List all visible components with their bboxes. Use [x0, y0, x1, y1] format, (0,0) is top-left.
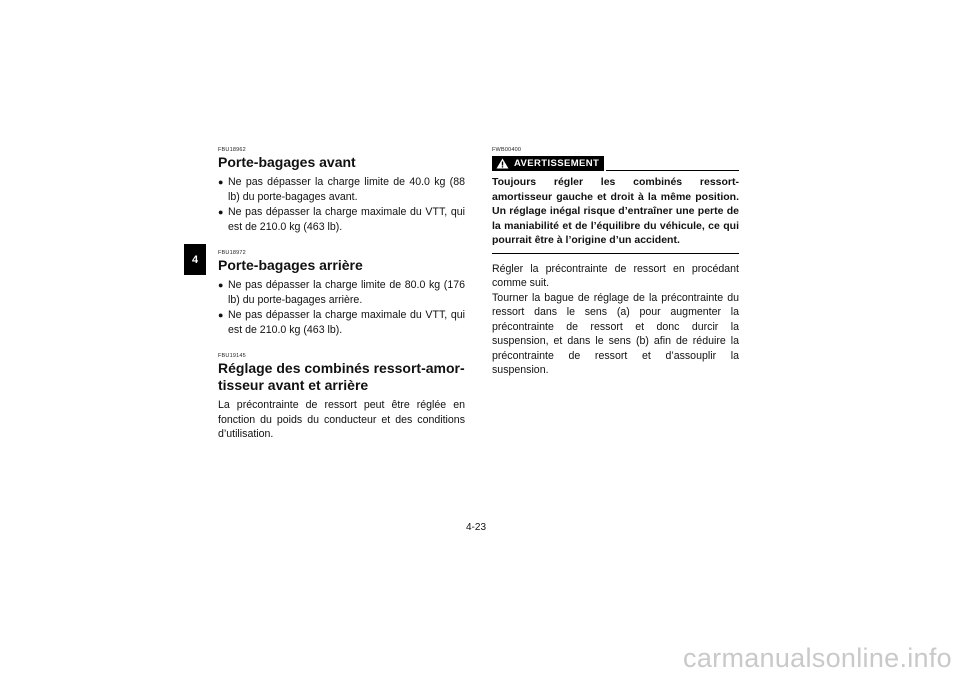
bullet-dot-icon: ●: [218, 207, 224, 217]
section-shock-adjust: [218, 353, 465, 442]
bullet-text: Ne pas dépasser la charge limite de 40.0 kg (88 lb) du porte-bagages avant.: [228, 176, 465, 203]
section-title-line-2: tisseur avant et arrière: [218, 377, 369, 393]
warning-label: AVERTISSEMENT: [514, 158, 600, 169]
section-paragraph: La précontrainte de ressort peut être réglée en fonction du poids du conducteur et des conditions d’utilisation.: [218, 399, 465, 440]
paragraph-intro: Régler la précontrainte de ressort en procédant comme suit.: [492, 262, 739, 289]
left-column: [218, 147, 465, 458]
chapter-tab: 4: [184, 244, 206, 275]
bullet-dot-icon: ●: [218, 280, 224, 290]
section-code: FBU18972: [218, 250, 246, 256]
warning-rule: [606, 170, 739, 171]
section-title: [218, 360, 465, 394]
section-title: Porte-bagages arrière: [218, 257, 363, 273]
bullet-text: Ne pas dépasser la charge maximale du VTT, qui est de 210.0 kg (463 lb).: [228, 206, 465, 233]
bullet-text: Ne pas dépasser la charge limite de 80.0 kg (176 lb) du porte-bagages arrière.: [228, 279, 465, 306]
bullet-dot-icon: ●: [218, 310, 224, 320]
warning-text: Toujours régler les combinés ressort-amortisseur gauche et droit à la même position. Un réglage inégal risque d’entraîner une perte de la maniabilité et de l’équilibre du véhicule, ce qui pourrait être à l’origine d’un accident.: [492, 176, 739, 246]
section-title-line-1: Réglage des combinés ressort-amor-: [218, 360, 465, 376]
warning-badge: [492, 156, 604, 171]
warning-end-rule: [492, 253, 739, 254]
paragraph-instructions: Tourner la bague de réglage de la précontrainte du ressort dans le sens (a) pour augmenter la précontrainte de ressort et donc durcir la suspension, et dans le sens (b) afin de réduire la précontrainte de ressort et d’assouplir la suspension.: [492, 291, 739, 376]
page-number: 4-23: [466, 522, 487, 533]
section-rear-rack: [218, 250, 465, 337]
section-front-rack: [218, 147, 465, 234]
bullet-text: Ne pas dépasser la charge maximale du VTT, qui est de 210.0 kg (463 lb).: [228, 309, 465, 336]
watermark: carmanualsonline.info: [683, 643, 952, 673]
bullet-item: [218, 308, 465, 337]
bullet-dot-icon: ●: [218, 177, 224, 187]
bullet-item: [218, 205, 465, 234]
warning-triangle-icon: [496, 158, 509, 169]
bullet-item: [218, 278, 465, 307]
bullet-item: [218, 175, 465, 204]
right-column: [492, 147, 739, 378]
section-code: FBU18962: [218, 147, 246, 153]
warning-code: FWB00400: [492, 147, 522, 153]
section-title: Porte-bagages avant: [218, 154, 356, 170]
warning-header: [492, 154, 739, 171]
section-code: FBU19145: [218, 353, 246, 359]
